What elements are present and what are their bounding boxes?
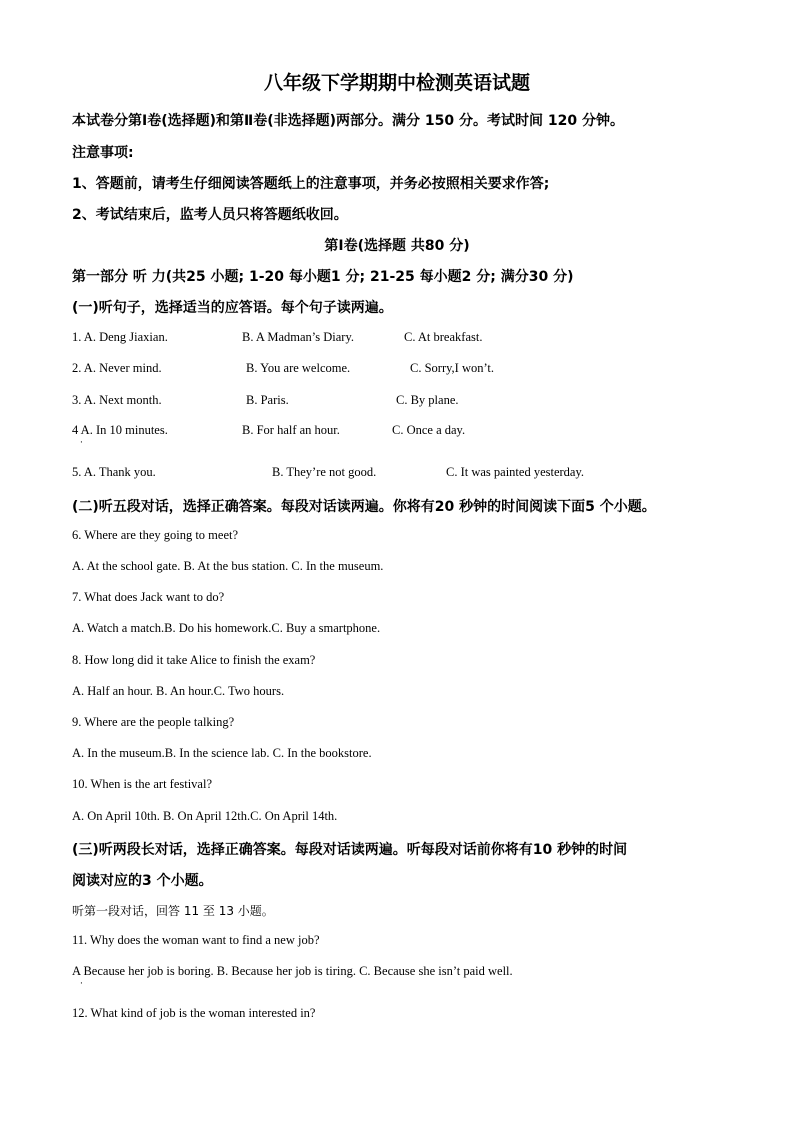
option-c: C. It was painted yesterday. <box>446 465 585 479</box>
section3-title-cont: 阅读对应的3 个小题。 <box>72 873 213 889</box>
option-c: C. By plane. <box>396 393 459 407</box>
option-c: C. Sorry,I won’t. <box>410 361 495 375</box>
question-stem: 12. What kind of job is the woman interested in? <box>72 1006 316 1020</box>
question-options: A Because her job is boring. B. Because her job is tiring. C. Because she isn’t paid well. <box>72 964 513 978</box>
question-options: A. Watch a match.B. Do his homework.C. Buy a smartphone. <box>72 621 381 635</box>
option-a: 3. A. Next month. <box>72 393 162 407</box>
question-options: A. Half an hour. B. An hour.C. Two hours. <box>72 684 285 698</box>
question-stem: 7. What does Jack want to do? <box>72 590 225 604</box>
option-c: C. At breakfast. <box>404 330 483 344</box>
option-b: B. They’re not good. <box>272 465 377 479</box>
notice-item: 1、答题前，请考生仔细阅读答题纸上的注意事项，并务必按照相关要求作答; <box>72 176 550 192</box>
volume-title: 第Ⅰ卷(选择题 共80 分) <box>324 238 470 254</box>
exam-intro: 本试卷分第Ⅰ卷(选择题)和第Ⅱ卷(非选择题)两部分。满分 150 分。考试时间 120 分钟。 <box>72 113 624 129</box>
notice-heading: 注意事项: <box>72 145 134 161</box>
question-options: A. In the museum.B. In the science lab. C. In the bookstore. <box>72 746 372 760</box>
part1-title: 第一部分 听 力(共25 小题; 1-20 每小题1 分; 21-25 每小题2 分; 满分30 分) <box>72 269 574 285</box>
option-b: B. A Madman’s Diary. <box>242 330 355 344</box>
question-options: A. On April 10th. B. On April 12th.C. On April 14th. <box>72 809 338 823</box>
section1-title: (一)听句子，选择适当的应答语。每个句子读两遍。 <box>72 300 393 316</box>
option-a: 1. A. Deng Jiaxian. <box>72 330 168 344</box>
option-b: B. Paris. <box>246 393 289 407</box>
option-b: B. For half an hour. <box>242 423 340 437</box>
option-a: 4 A. In 10 minutes. <box>72 423 168 437</box>
option-b: B. You are welcome. <box>246 361 351 375</box>
option-a: 5. A. Thank you. <box>72 465 156 479</box>
option-c: C. Once a day. <box>392 423 466 437</box>
question-stem: 11. Why does the woman want to find a new job? <box>72 933 320 947</box>
page-title: 八年级下学期期中检测英语试题 <box>263 72 530 94</box>
dialog-intro: 听第一段对话，回答 11 至 13 小题。 <box>72 904 274 918</box>
question-stem: 9. Where are the people talking? <box>72 715 235 729</box>
section3-title: (三)听两段长对话，选择正确答案。每段对话读两遍。听每段对话前你将有10 秒钟的时间 <box>72 842 628 858</box>
question-stem: 10. When is the art festival? <box>72 777 213 791</box>
question-stem: 8. How long did it take Alice to finish the exam? <box>72 653 316 667</box>
question-stem: 6. Where are they going to meet? <box>72 528 239 542</box>
section2-title: (二)听五段对话，选择正确答案。每段对话读两遍。你将有20 秒钟的时间阅读下面5 个小题。 <box>72 499 656 515</box>
stray-dot: · <box>80 979 83 989</box>
notice-item: 2、考试结束后，监考人员只将答题纸收回。 <box>72 207 348 223</box>
option-a: 2. A. Never mind. <box>72 361 162 375</box>
question-options: A. At the school gate. B. At the bus station. C. In the museum. <box>72 559 384 573</box>
stray-dot: · <box>80 438 83 448</box>
